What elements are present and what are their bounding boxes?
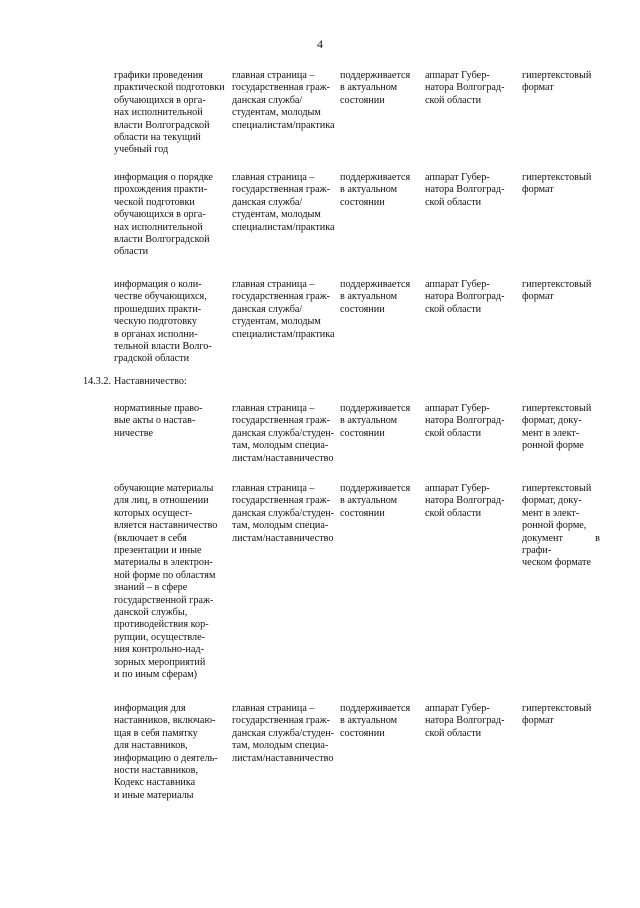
update-cell: поддерживается в актуальном состоянии [340, 70, 411, 106]
format-cell: гипертекстовый формат [522, 172, 592, 196]
format-cell: гипертекстовый формат [522, 70, 592, 94]
info-type-cell: информация о коли- честве обучающихся, прошедших практи- ческую подготовку в органах исполни- тельной власти Волго- градской области [114, 279, 212, 365]
info-type-cell: обучающие материалы для лиц, в отношении которых осущест- вляется наставничество (включает в себя презентации и иные материалы в электрон- ной форме по областям знаний – в сфере государственной граж- данской службы, противодействия кор- рупции, осуществле- ния контрольно-над- зорных мероприятий и по иным сферам) [114, 483, 218, 681]
responsible-cell: аппарат Губер- натора Волгоград- ской области [425, 483, 505, 519]
location-cell: главная страница – государственная граж- данская служба/ студентам, молодым специалистам/практика [232, 172, 335, 233]
info-type-cell: информация для наставников, включаю- щая в себя памятку для наставников, информацию о деятель- ности наставников, Кодекс наставника и иные материалы [114, 703, 218, 801]
update-cell: поддерживается в актуальном состоянии [340, 703, 411, 739]
location-cell: главная страница – государственная граж- данская служба/студен- там, молодым специа- листам/наставничество [232, 483, 335, 544]
location-cell: главная страница – государственная граж- данская служба/ студентам, молодым специалистам/практика [232, 70, 335, 131]
info-type-cell: информация о порядке прохождения практи- ческой подготовки обучающихся в орга- нах исполнительной власти Волгоградской области [114, 172, 213, 258]
location-cell: главная страница – государственная граж- данская служба/студен- там, молодым специа- листам/наставничество [232, 703, 335, 764]
format-cell: гипертекстовый формат, доку- мент в элект- ронной форме [522, 403, 592, 452]
section-number: 14.3.2. [83, 376, 112, 387]
update-cell: поддерживается в актуальном состоянии [340, 483, 411, 519]
responsible-cell: аппарат Губер- натора Волгоград- ской области [425, 70, 505, 106]
update-cell: поддерживается в актуальном состоянии [340, 403, 411, 439]
responsible-cell: аппарат Губер- натора Волгоград- ской области [425, 279, 505, 315]
format-cell: гипертекстовый формат [522, 279, 592, 303]
responsible-cell: аппарат Губер- натора Волгоград- ской области [425, 403, 505, 439]
section-title: Наставничество: [114, 376, 187, 387]
page-number: 4 [317, 37, 323, 51]
location-cell: главная страница – государственная граж- данская служба/ студентам, молодым специалистам/практика [232, 279, 335, 340]
format-cell: гипертекстовый формат, доку- мент в элект- ронной форме, документ в графи- ческом формате [522, 483, 600, 569]
update-cell: поддерживается в актуальном состоянии [340, 172, 411, 208]
info-type-cell: графики проведения практической подготовки обучающихся в орга- нах исполнительной власти Волгоградской области на текущий учебный год [114, 70, 225, 156]
format-cell: гипертекстовый формат [522, 703, 592, 727]
responsible-cell: аппарат Губер- натора Волгоград- ской области [425, 703, 505, 739]
location-cell: главная страница – государственная граж- данская служба/студен- там, молодым специа- листам/наставничество [232, 403, 335, 464]
responsible-cell: аппарат Губер- натора Волгоград- ской области [425, 172, 505, 208]
info-type-cell: нормативные право- вые акты о настав- ничестве [114, 403, 203, 439]
update-cell: поддерживается в актуальном состоянии [340, 279, 411, 315]
